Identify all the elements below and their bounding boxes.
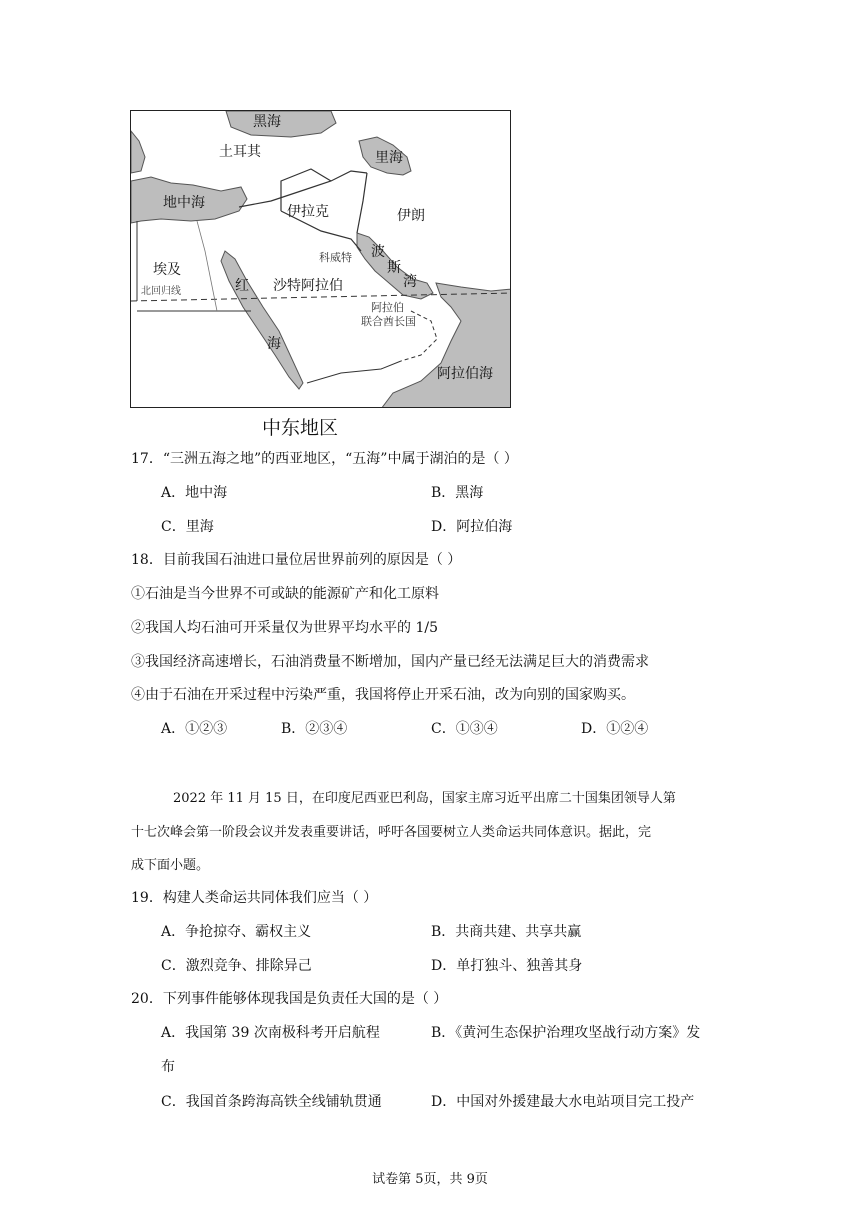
q20-option-b-continued: 布 (161, 1059, 175, 1075)
label-caspian-sea: 里海 (375, 150, 403, 166)
q19-option-b[interactable]: B．共商共建、共享共赢 (431, 924, 582, 940)
label-iraq: 伊拉克 (287, 204, 329, 220)
q18-stem: 18．目前我国石油进口量位居世界前列的原因是（ ） (131, 552, 462, 568)
map-caption: 中东地区 (262, 417, 339, 439)
q17-option-d[interactable]: D．阿拉伯海 (431, 519, 513, 535)
label-iran: 伊朗 (397, 208, 425, 224)
label-uae-1: 阿拉伯 (371, 301, 404, 314)
q18-option-b[interactable]: B．②③④ (281, 721, 348, 737)
label-persian-gulf-1: 波 (371, 244, 385, 260)
q18-statement-2: ②我国人均石油可开采量仅为世界平均水平的 1/5 (131, 620, 438, 636)
q17-stem: 17．“三洲五海之地”的西亚地区，“五海”中属于湖泊的是（ ） (131, 451, 518, 467)
middle-east-map (130, 110, 511, 408)
q19-option-c[interactable]: C．激烈竞争、排除异己 (161, 958, 312, 974)
label-red-sea-2: 海 (267, 336, 281, 352)
q20-stem: 20．下列事件能够体现我国是负责任大国的是（ ） (131, 991, 448, 1007)
label-black-sea: 黑海 (253, 114, 281, 130)
q17-option-c[interactable]: C．里海 (161, 519, 214, 535)
label-persian-gulf-2: 斯 (387, 260, 401, 276)
label-kuwait: 科威特 (319, 251, 352, 264)
q18-statement-3: ③我国经济高速增长，石油消费量不断增加，国内产量已经无法满足巨大的消费需求 (131, 654, 649, 670)
label-tropic-of-cancer: 北回归线 (141, 286, 181, 297)
q20-option-b[interactable]: B．《黄河生态保护治理攻坚战行动方案》发 (431, 1025, 701, 1041)
label-arabian-sea: 阿拉伯海 (437, 366, 493, 382)
q20-option-a[interactable]: A．我国第 39 次南极科考开启航程 (161, 1025, 380, 1041)
passage-line-3: 成下面小题。 (131, 858, 210, 873)
q20-option-d[interactable]: D．中国对外援建最大水电站项目完工投产 (431, 1094, 695, 1110)
q19-option-d[interactable]: D．单打独斗、独善其身 (431, 958, 583, 974)
label-egypt: 埃及 (153, 262, 181, 278)
page-footer: 试卷第 5页，共 9页 (372, 1172, 488, 1187)
q18-option-a[interactable]: A．①②③ (161, 721, 228, 737)
q18-option-d[interactable]: D．①②④ (581, 721, 649, 737)
passage-line-1: 2022 年 11 月 15 日，在印度尼西亚巴利岛，国家主席习近平出席二十国集团领导人第 (173, 791, 676, 806)
q20-option-c[interactable]: C．我国首条跨海高铁全线铺轨贯通 (161, 1094, 382, 1110)
label-red-sea-1: 红 (235, 278, 249, 294)
q17-option-b[interactable]: B．黑海 (431, 485, 484, 501)
label-saudi-arabia: 沙特阿拉伯 (273, 278, 343, 294)
q19-option-a[interactable]: A．争抢掠夺、霸权主义 (161, 924, 312, 940)
label-persian-gulf-3: 湾 (403, 274, 417, 290)
label-uae-2: 联合酋长国 (361, 315, 416, 328)
q18-option-c[interactable]: C．①③④ (431, 721, 498, 737)
label-turkey: 土耳其 (219, 144, 261, 160)
passage-line-2: 十七次峰会第一阶段会议并发表重要讲话，呼吁各国要树立人类命运共同体意识。据此，完 (131, 825, 652, 840)
q19-stem: 19．构建人类命运共同体我们应当（ ） (131, 890, 378, 906)
q18-statement-1: ①石油是当今世界不可或缺的能源矿产和化工原料 (131, 586, 439, 602)
q17-option-a[interactable]: A．地中海 (161, 485, 228, 501)
label-mediterranean: 地中海 (163, 195, 205, 211)
q18-statement-4: ④由于石油在开采过程中污染严重，我国将停止开采石油，改为向别的国家购买。 (131, 687, 635, 703)
